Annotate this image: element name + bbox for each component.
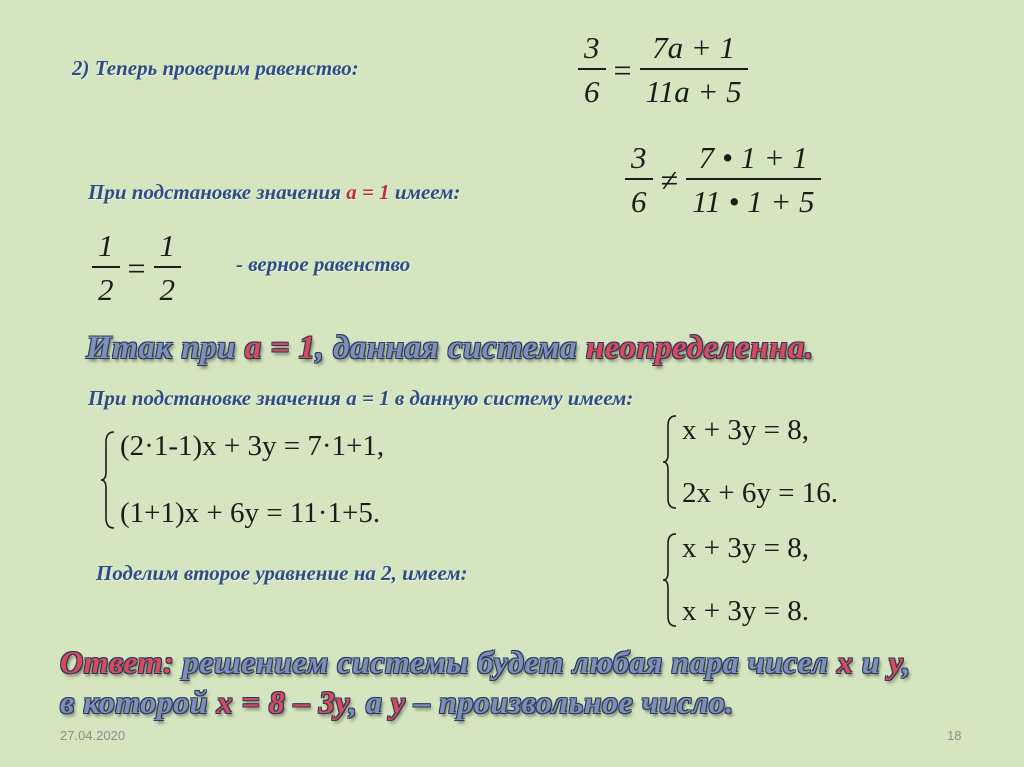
- subst-after: имеем:: [394, 180, 461, 204]
- fraction-num: 3: [631, 140, 647, 175]
- fraction-den: 11a + 5: [645, 74, 742, 109]
- system-line: x + 3y = 8,: [682, 532, 809, 564]
- conclusion-before: Итак при: [86, 330, 237, 366]
- conclusion-middle: , данная система: [315, 330, 578, 366]
- footer-date: 27.04.2020: [60, 728, 126, 743]
- left-brace-icon: [662, 414, 678, 510]
- answer-text: , а: [348, 684, 391, 720]
- fraction-den: 6: [584, 74, 600, 109]
- divide-note: Поделим второе уравнение на 2, имеем:: [96, 561, 468, 585]
- section-heading: 2) Теперь проверим равенство:: [72, 56, 359, 80]
- answer-var-y: y: [390, 684, 406, 720]
- equals-sign: =: [613, 51, 632, 88]
- equation-substituted: [625, 140, 821, 220]
- fraction-num: 3: [584, 30, 600, 65]
- fraction-den: 2: [159, 272, 176, 307]
- equation-check: [578, 30, 748, 110]
- not-equal-sign: ≠: [660, 161, 679, 198]
- system-line: 2x + 6y = 16.: [682, 477, 838, 509]
- fraction-num: 7 • 1 + 1: [698, 140, 808, 175]
- equation-true: [92, 228, 181, 308]
- subst-value: a = 1: [346, 180, 390, 204]
- fraction-num: 7a + 1: [652, 30, 736, 65]
- fraction-num: 1: [159, 228, 176, 263]
- answer-line-2: [60, 682, 911, 722]
- substitution-text: [88, 180, 461, 205]
- system-line: (1+1)x + 6y = 11·1+5.: [120, 497, 381, 529]
- conclusion-value: a = 1: [244, 330, 316, 366]
- substitution-system-text: При подстановке значения a = 1 в данную систему имеем:: [88, 386, 634, 410]
- equals-sign: =: [127, 249, 146, 286]
- conclusion-highlight: неопределенна.: [585, 330, 814, 366]
- answer-and: и: [853, 644, 889, 680]
- system-line: x + 3y = 8,: [682, 414, 809, 446]
- system-line: (2·1-1)x + 3y = 7·1+1,: [120, 430, 385, 462]
- answer-comma: ,: [902, 644, 911, 680]
- left-brace-icon: [100, 430, 116, 530]
- answer-var-y: y: [888, 644, 903, 680]
- page-number: 18: [947, 728, 962, 743]
- conclusion-text: [86, 330, 814, 367]
- answer-line-1: [60, 642, 911, 682]
- fraction-den: 11 • 1 + 5: [692, 184, 815, 219]
- answer-text: в которой: [60, 684, 217, 720]
- fraction-num: 1: [98, 228, 114, 263]
- answer-var-x: x: [836, 644, 854, 680]
- true-equality-note: - верное равенство: [236, 252, 411, 276]
- fraction-den: 6: [631, 184, 647, 219]
- answer-block: [60, 642, 911, 722]
- answer-label: Ответ:: [60, 644, 175, 680]
- system-simplified: [662, 414, 838, 510]
- subst-before: При подстановке значения: [88, 180, 341, 204]
- answer-text: – произвольное число.: [405, 684, 734, 720]
- answer-text: решением системы будет любая пара чисел: [174, 644, 837, 680]
- left-brace-icon: [662, 532, 678, 628]
- fraction-den: 2: [98, 272, 114, 307]
- system-line: x + 3y = 8.: [682, 595, 809, 627]
- answer-expression: x = 8 – 3y: [216, 684, 349, 720]
- system-original: [100, 430, 384, 530]
- system-final: [662, 532, 809, 628]
